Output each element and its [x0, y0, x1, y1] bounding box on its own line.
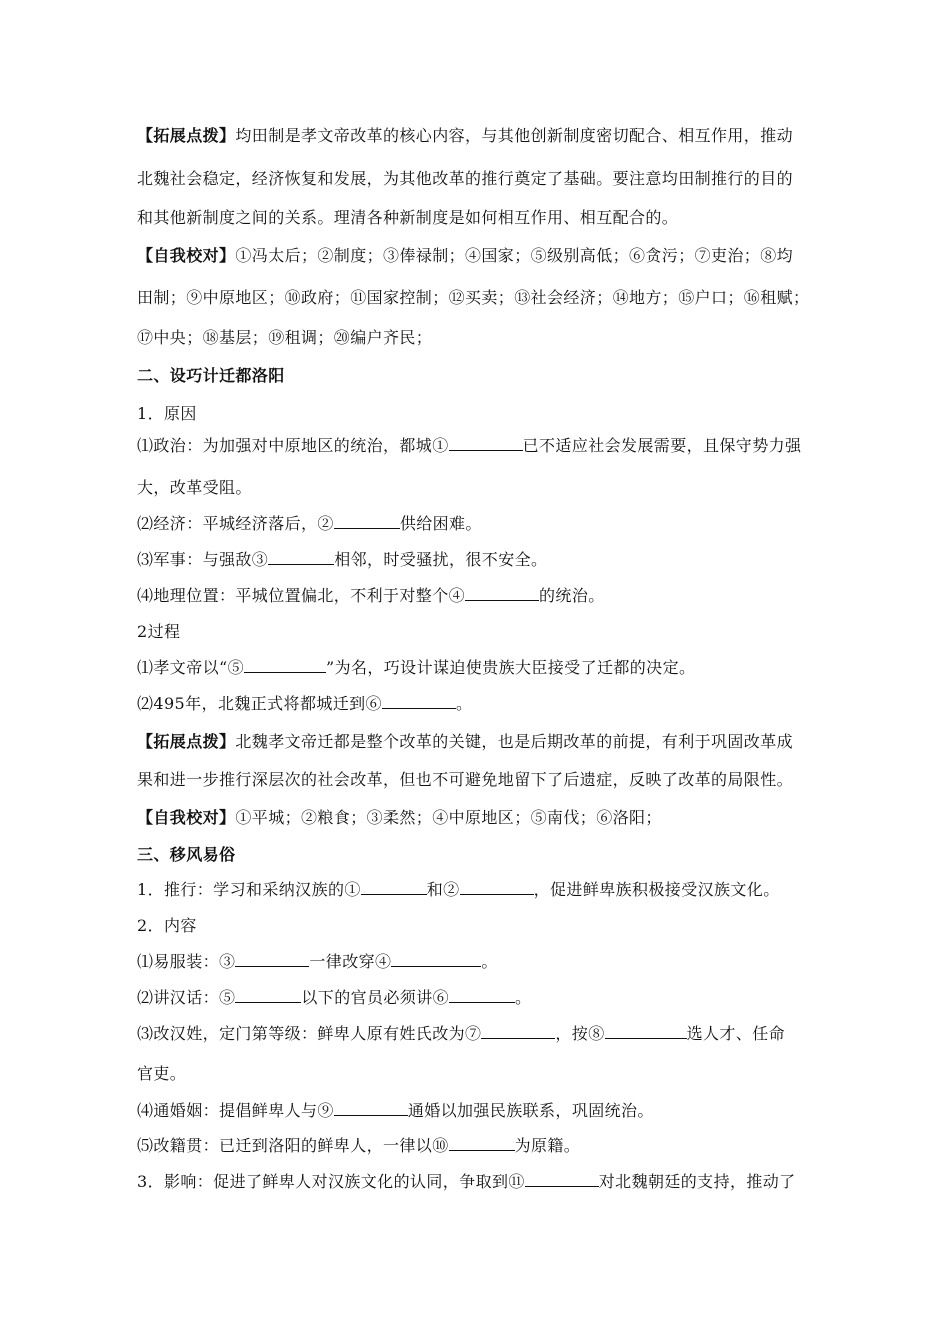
tip-text: 均田制是孝文帝改革的核心内容，与其他创新制度密切配合、相互作用，推动 [235, 126, 794, 145]
question-text: 的统治。 [539, 586, 605, 605]
self-check-text: ⑰中央；⑱基层；⑲租调；⑳编户齐民； [137, 328, 433, 347]
answer-blank[interactable] [268, 550, 334, 565]
answer-blank[interactable] [525, 1172, 599, 1187]
tip-paragraph-line [137, 732, 793, 752]
question-text: 通婚以加强民族联系，巩固统治。 [407, 1101, 654, 1120]
answer-blank[interactable] [382, 694, 456, 709]
question-text: ⑴孝文帝以“⑤ [137, 658, 244, 677]
question-item [137, 550, 547, 570]
question-text: ⑶军事：与强敌③ [137, 550, 269, 569]
tip-label: 【拓展点拨】 [137, 732, 236, 751]
question-text: ，按⑧ [555, 1024, 605, 1043]
question-item [137, 1136, 580, 1156]
answer-blank[interactable] [334, 1101, 408, 1116]
question-item [137, 514, 482, 534]
question-text: 以下的官员必须讲⑥ [301, 988, 450, 1007]
question-text: ⑶改汉姓，定门第等级：鲜卑人原有姓氏改为⑦ [137, 1024, 482, 1043]
question-text: 。 [515, 988, 532, 1007]
question-item [137, 586, 605, 606]
question-text: ⑵495年，北魏正式将都城迁到⑥ [137, 694, 382, 713]
question-text: ⑷通婚姻：提倡鲜卑人与⑨ [137, 1101, 334, 1120]
question-item [137, 1064, 186, 1084]
tip-text: 果和进一步推行深层次的社会改革，但也不可避免地留下了后遗症，反映了改革的局限性。 [137, 770, 794, 789]
tip-paragraph-line [137, 208, 678, 228]
question-item [137, 478, 252, 498]
question-text: 对北魏朝廷的支持，推动了 [598, 1172, 796, 1191]
question-text: 为原籍。 [514, 1136, 581, 1155]
tip-text: 北魏社会稳定，经济恢复和发展，为其他改革的推行奠定了基础。要注意均田制推行的目的 [137, 169, 794, 188]
answer-blank[interactable] [449, 988, 515, 1003]
question-text: ，促进鲜卑族积极接受汉族文化。 [533, 880, 780, 899]
self-check-label: 【自我校对】 [137, 808, 236, 827]
question-text: 3．影响：促进了鲜卑人对汉族文化的认同，争取到⑪ [137, 1172, 525, 1191]
question-text: ⑸改籍贯：已迁到洛阳的鲜卑人，一律以⑩ [137, 1136, 449, 1155]
answer-blank[interactable] [361, 880, 427, 895]
question-text: 官吏。 [137, 1064, 187, 1083]
self-check-line [137, 246, 793, 266]
question-item [137, 880, 780, 900]
answer-blank[interactable] [391, 952, 481, 967]
self-check-text: ①平城；②粮食；③柔然；④中原地区；⑤南伐；⑥洛阳； [235, 808, 662, 827]
question-text: ⑵讲汉话：⑤ [137, 988, 236, 1007]
answer-blank[interactable] [605, 1024, 687, 1039]
question-text: 选人才、任命 [686, 1024, 786, 1043]
section-heading: 三、移风易俗 [137, 845, 236, 864]
question-text: 大，改革受阻。 [137, 478, 252, 497]
answer-blank[interactable] [481, 1024, 555, 1039]
answer-blank[interactable] [465, 586, 539, 601]
answer-blank[interactable] [449, 1136, 515, 1151]
tip-label: 【拓展点拨】 [137, 126, 236, 145]
self-check-label: 【自我校对】 [137, 246, 236, 265]
question-text: 供给困难。 [399, 514, 482, 533]
tip-paragraph-line [137, 770, 793, 790]
section-heading: 二、设巧计迁都洛阳 [137, 366, 285, 385]
tip-text: 和其他新制度之间的关系。理清各种新制度是如何相互作用、相互配合的。 [137, 208, 679, 227]
self-check-line [137, 288, 809, 308]
tip-paragraph-line [137, 126, 793, 146]
question-text: 相邻，时受骚扰，很不安全。 [334, 550, 548, 569]
answer-blank[interactable] [449, 436, 523, 451]
question-text: ”为名，巧设计谋迫使贵族大臣接受了迁都的决定。 [325, 658, 696, 677]
self-check-line [137, 328, 432, 348]
tip-text: 北魏孝文帝迁都是整个改革的关键，也是后期改革的前提，有利于巩固改革成 [235, 732, 794, 751]
self-check-text: 田制；⑨中原地区；⑩政府；⑪国家控制；⑫买卖；⑬社会经济；⑭地方；⑮户口；⑯租赋； [137, 288, 810, 307]
question-item [137, 1101, 654, 1121]
question-text: ⑴政治：为加强对中原地区的统治，都城① [137, 436, 449, 455]
question-item [137, 1172, 796, 1192]
question-text: 一律改穿④ [309, 952, 392, 971]
answer-blank[interactable] [235, 952, 309, 967]
answer-blank[interactable] [235, 988, 301, 1003]
question-text: 和② [426, 880, 460, 899]
question-item [137, 1024, 785, 1044]
question-item [137, 694, 472, 714]
question-item [137, 436, 801, 456]
question-text: 1．推行：学习和采纳汉族的① [137, 880, 361, 899]
subsection-title: 1．原因 [137, 404, 197, 423]
question-item [137, 952, 498, 972]
question-item [137, 988, 531, 1008]
answer-blank[interactable] [460, 880, 534, 895]
question-text: 。 [481, 952, 498, 971]
question-text: 已不适应社会发展需要，且保守势力强 [522, 436, 802, 455]
subsection-title: 2．内容 [137, 916, 197, 935]
question-item [137, 658, 695, 678]
question-text: ⑵经济：平城经济落后，② [137, 514, 334, 533]
question-text: 。 [455, 694, 473, 713]
tip-paragraph-line [137, 169, 793, 189]
self-check-line [137, 808, 662, 828]
question-text: ⑷地理位置：平城位置偏北，不利于对整个④ [137, 586, 466, 605]
subsection-title: 2过程 [137, 622, 181, 641]
question-text: ⑴易服装：③ [137, 952, 236, 971]
answer-blank[interactable] [244, 658, 326, 673]
answer-blank[interactable] [334, 514, 400, 529]
self-check-text: ①冯太后；②制度；③俸禄制；④国家；⑤级别高低；⑥贪污；⑦吏治；⑧均 [235, 246, 794, 265]
